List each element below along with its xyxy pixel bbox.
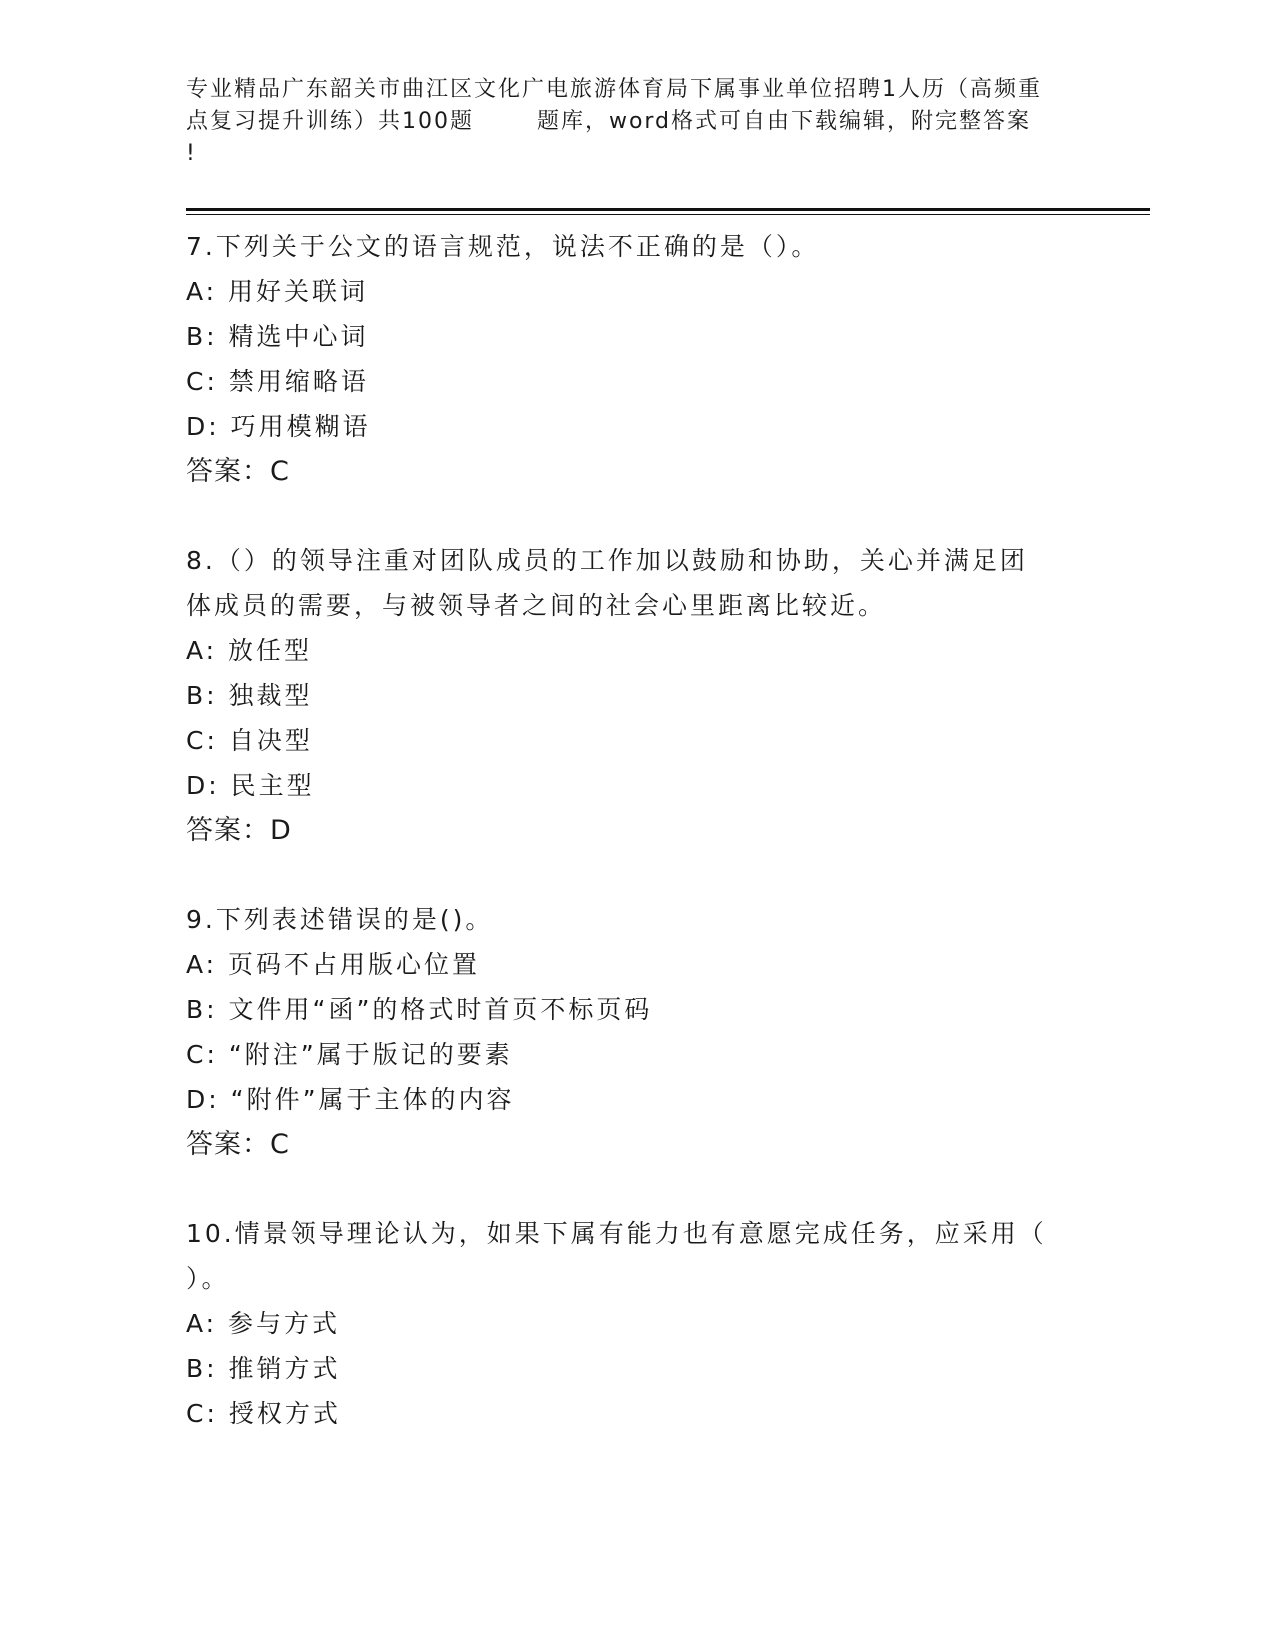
option-d: D: 民主型 <box>186 771 315 800</box>
question-stem-line: 8.（）的领导注重对团队成员的工作加以鼓励和协助，关心并满足团 <box>186 546 1028 575</box>
option-d: D: “附件”属于主体的内容 <box>186 1085 515 1114</box>
question-stem-line: 7.下列关于公文的语言规范，说法不正确的是（）。 <box>186 232 820 261</box>
option-c: C: 禁用缩略语 <box>186 367 369 396</box>
option-a: A: 用好关联词 <box>186 277 369 306</box>
answer-label: 答案：D <box>186 815 292 846</box>
option-a: A: 放任型 <box>186 636 313 665</box>
option-c: C: 授权方式 <box>186 1399 341 1428</box>
question-stem-line: 体成员的需要，与被领导者之间的社会心里距离比较近。 <box>186 591 887 620</box>
option-b: B: 推销方式 <box>186 1354 341 1383</box>
question-stem <box>186 224 1086 269</box>
question-8 <box>186 538 1086 853</box>
question-stem <box>186 1211 1086 1301</box>
question-spacer <box>186 494 1086 538</box>
question-list <box>186 224 1086 1436</box>
question-10 <box>186 1211 1086 1436</box>
header-line-3: ! <box>186 141 197 166</box>
question-stem <box>186 538 1086 628</box>
option-d: D: 巧用模糊语 <box>186 412 371 441</box>
header-line-1: 专业精品广东韶关市曲江区文化广电旅游体育局下属事业单位招聘1人历（高频重 <box>186 77 1042 102</box>
option-a: A: 参与方式 <box>186 1309 341 1338</box>
option-b: B: 文件用“函”的格式时首页不标页码 <box>186 995 653 1024</box>
question-stem <box>186 897 1086 942</box>
question-stem-line: 10.情景领导理论认为，如果下属有能力也有意愿完成任务，应采用（ <box>186 1219 1047 1248</box>
question-7 <box>186 224 1086 494</box>
question-stem-line: ）。 <box>186 1264 230 1293</box>
question-9 <box>186 897 1086 1167</box>
answer-label: 答案：C <box>186 1129 290 1160</box>
header-line-2: 点复习提升训练）共100题 题库，word格式可自由下载编辑，附完整答案 <box>186 109 1032 134</box>
question-spacer <box>186 853 1086 897</box>
option-c: C: 自决型 <box>186 726 313 755</box>
option-a: A: 页码不占用版心位置 <box>186 950 481 979</box>
question-spacer <box>186 1167 1086 1211</box>
option-b: B: 精选中心词 <box>186 322 369 351</box>
header-divider-thick <box>186 208 1150 211</box>
option-b: B: 独裁型 <box>186 681 313 710</box>
header-divider-thin <box>186 214 1150 215</box>
question-stem-line: 9.下列表述错误的是()。 <box>186 905 494 934</box>
answer-label: 答案：C <box>186 456 290 487</box>
document-header <box>186 74 1086 170</box>
option-c: C: “附注”属于版记的要素 <box>186 1040 513 1069</box>
